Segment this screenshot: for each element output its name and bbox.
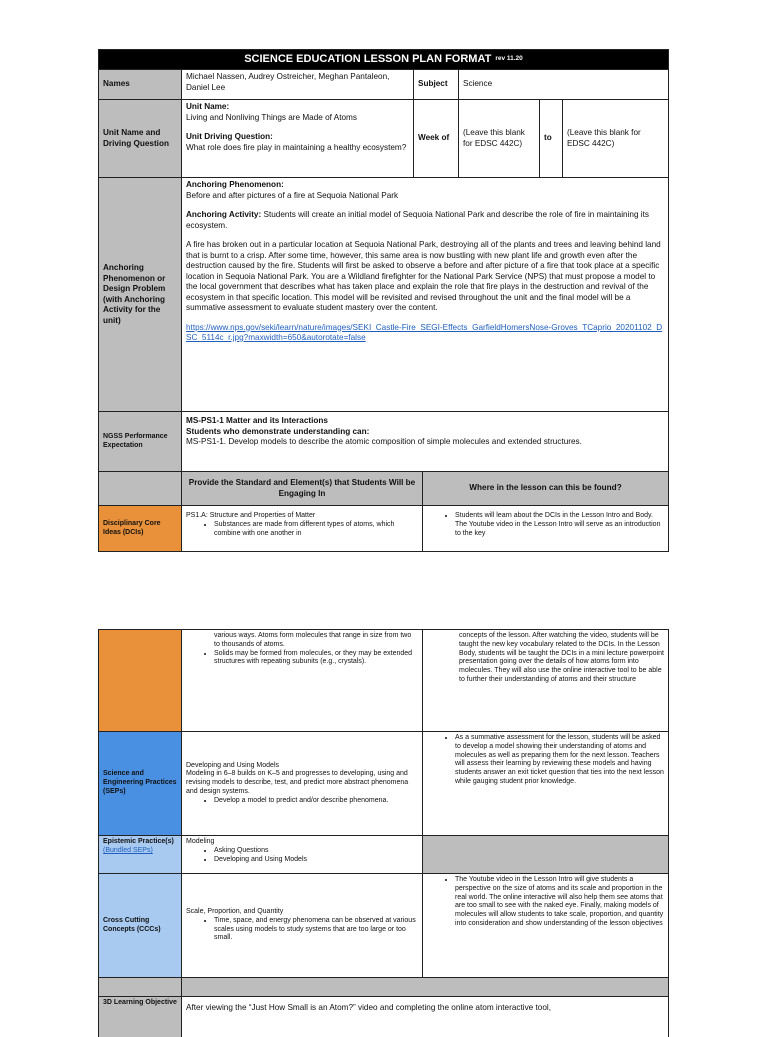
ccc-where <box>423 874 668 977</box>
epistemic-title: Modeling <box>186 838 215 845</box>
page-title <box>99 50 668 69</box>
ccc-standard <box>182 874 423 977</box>
sep-where-list <box>427 734 664 787</box>
spacer-label <box>99 978 182 996</box>
anchoring-row <box>99 178 668 412</box>
dci-bullet-2: • Solids may be formed from molecules, or they may be extended structures with repeating subunits (e.g., crystals). <box>214 650 418 668</box>
unit-name: Living and Nonliving Things are Made of Atoms <box>186 112 357 122</box>
dci-where-list <box>427 512 664 538</box>
ngss-row <box>99 412 668 472</box>
epistemic-bullets <box>186 847 418 865</box>
anchoring-activity-heading: Anchoring Activity: <box>186 210 262 219</box>
ccc-bullets <box>186 917 418 943</box>
epistemic-label-text: Epistemic Practice(s) <box>103 838 174 845</box>
anchoring-phenomenon-heading: Anchoring Phenomenon: <box>186 180 284 189</box>
sep-label: Science and Engineering Practices (SEPs) <box>99 732 182 835</box>
title-text: SCIENCE EDUCATION LESSON PLAN FORMAT <box>244 53 492 66</box>
dci-where-text-1: • Students will learn about the DCIs in the Lesson Intro and Body. The Youtube video in the Lesson Intro will serve as an introduction to the key <box>455 512 664 538</box>
objective-label: 3D Learning Objective <box>99 997 182 1037</box>
dci-row <box>99 506 668 551</box>
dci-bullets <box>186 521 418 539</box>
lesson-plan-page-1 <box>98 49 669 552</box>
epistemic-bullet-2: • Developing and Using Models <box>214 856 418 865</box>
week-of-value: (Leave this blank for EDSC 442C) <box>459 100 540 177</box>
anchoring-paragraph: A fire has broken out in a particular location at Sequoia National Park, destroying all of the plants and trees and leaving behind land that is burnt to a crisp. After some time, however, this same area is now bustling with new plant life and growth even after the destruction caused by the fire. Students will first be asked to observe a before and after picture of a fire that took place at a specific location in Sequoia National Park. You are a Wildland firefighter for the National Park Service (NPS) that must propose a model to the local government that describes what has taken place and explain the role that fire plays in the destruction and revival of the ecosystem in that specific location. This model will be revisited and revised throughout the unit and the final model will be a summative assessment to evaluate student mastery over the content. <box>186 240 661 312</box>
title-row <box>99 50 668 70</box>
where-column-header: Where in the lesson can this be found? <box>469 483 622 493</box>
dci-standard <box>182 506 423 551</box>
ngss-content <box>182 412 668 471</box>
unit-name-heading: Unit Name: <box>186 102 230 111</box>
bundled-seps-link[interactable]: (Bundled SEPs) <box>103 846 153 854</box>
unit-content <box>182 100 414 177</box>
sep-standard <box>182 732 423 835</box>
dci-where-continued: concepts of the lesson. After watching the video, students will be taught the new key vocabulary related to the DCIs. In the Lesson Body, students will be taught the DCIs in a mini lecture powerpoint presentation going over the details of how atoms form into molecules. They will also use the online interactive tool to be able to further their understanding of atoms and their structure <box>459 632 664 683</box>
epistemic-where <box>423 836 668 873</box>
to-label: to <box>540 100 563 177</box>
epistemic-label <box>99 836 182 873</box>
driving-question: What role does fire play in maintaining a healthy ecosystem? <box>186 142 407 152</box>
sep-where-text: • As a summative assessment for the lesson, students will be asked to develop a model showing their understanding of atoms and molecules as well as preparing them for the next lesson. Teachers will assess their learning by reviewing these models and having students answer an exit ticket question that ties into the next lesson while gauging student prior knowledge. <box>455 734 664 787</box>
subject-value: Science <box>463 79 493 89</box>
names-label: Names <box>99 70 182 99</box>
sep-where <box>423 732 668 835</box>
anchoring-image-link[interactable]: https://www.nps.gov/seki/learn/nature/images/SEKI_Castle-Fire_SEGI-Effects_GarfieldHomersNose-Groves_TCaprio_20201102_DSC_5114c_r.jpg?maxwidth=650&autorotate=false <box>186 322 663 342</box>
anchoring-content <box>182 178 668 411</box>
ccc-label: Cross Cutting Concepts (CCCs) <box>99 874 182 977</box>
ccc-where-text: • The Youtube video in the Lesson Intro will give students a perspective on the size of atoms and its scale and proportion in the real world. The online interactive will also help them see atoms that are too small to see with the naked eye. Finally, making models of molecules will allow students to take scale, proportion, and quantity into consideration and show understanding of the lesson objectives <box>455 876 664 929</box>
to-value: (Leave this blank for EDSC 442C) <box>567 128 641 148</box>
lesson-plan-page-2 <box>98 629 669 1037</box>
unit-label: Unit Name and Driving Question <box>99 100 182 177</box>
ccc-title: Scale, Proportion, and Quantity <box>186 908 284 915</box>
standards-column-header: Provide the Standard and Element(s) that Students Will be Engaging In <box>182 472 423 505</box>
unit-row <box>99 100 668 178</box>
names-row <box>99 70 668 100</box>
anchoring-label: Anchoring Phenomenon or Design Problem (with Anchoring Activity for the unit) <box>99 178 182 411</box>
sep-bullet-1: • Develop a model to predict and/or describe phenomena. <box>214 797 418 806</box>
dci-row-continued <box>99 630 668 732</box>
driving-question-heading: Unit Driving Question: <box>186 132 273 141</box>
epistemic-bullet-1: • Asking Questions <box>214 847 418 856</box>
sep-text: Modeling in 6–8 builds on K–5 and progresses to developing, using and revising models to describe, test, and predict more abstract phenomena and design systems. <box>186 770 409 795</box>
ngss-line-2: Students who demonstrate understanding can: <box>186 426 370 436</box>
week-of-label: Week of <box>414 100 459 177</box>
sep-title: Developing and Using Models <box>186 761 279 769</box>
objective-row <box>99 997 668 1037</box>
dci-bullet-1-continued: various ways. Atoms form molecules that range in size from two to thousands of atoms. <box>214 632 412 648</box>
revision-label: rev 11.20 <box>495 55 523 63</box>
ngss-line-1: MS-PS1-1 Matter and its Interactions <box>186 416 328 425</box>
objective-text: After viewing the “Just How Small is an Atom?” video and completing the online atom interactive tool, <box>186 1003 551 1012</box>
dci-bullets-continued <box>186 650 418 668</box>
ccc-bullet-1: • Time, space, and energy phenomena can be observed at various scales using models to study systems that are too large or too small. <box>214 917 418 943</box>
anchoring-phenomenon: Before and after pictures of a fire at Sequoia National Park <box>186 190 399 200</box>
ngss-line-3: MS-PS1-1. Develop models to describe the atomic composition of simple molecules and extended structures. <box>186 437 582 446</box>
standards-header-blank <box>99 472 182 505</box>
epistemic-row <box>99 836 668 874</box>
dci-standard-continued <box>182 630 423 731</box>
spacer-row <box>99 978 668 997</box>
ccc-row <box>99 874 668 978</box>
epistemic-content <box>182 836 423 873</box>
ccc-where-list <box>427 876 664 929</box>
ngss-label: NGSS Performance Expectation <box>99 412 182 471</box>
dci-bullet-1: • Substances are made from different types of atoms, which combine with one another in <box>214 521 418 539</box>
anchoring-activity-text: Students will create an initial model of Sequoia National Park and describe the role of fire in maintaining its ecosystem. <box>186 210 649 230</box>
subject-label: Subject <box>414 70 459 99</box>
spacer-content <box>182 978 668 996</box>
dci-where <box>423 506 668 551</box>
names-value: Michael Nassen, Audrey Ostreicher, Meghan Pantaleon, Daniel Lee <box>182 70 414 99</box>
sep-bullets <box>186 797 418 806</box>
dci-title: PS1.A: Structure and Properties of Matter <box>186 512 316 519</box>
standards-header-row <box>99 472 668 506</box>
dci-label-continued <box>99 630 182 731</box>
anchoring-activity <box>186 210 664 231</box>
sep-row <box>99 732 668 836</box>
dci-label: Disciplinary Core Ideas (DCIs) <box>99 506 182 551</box>
